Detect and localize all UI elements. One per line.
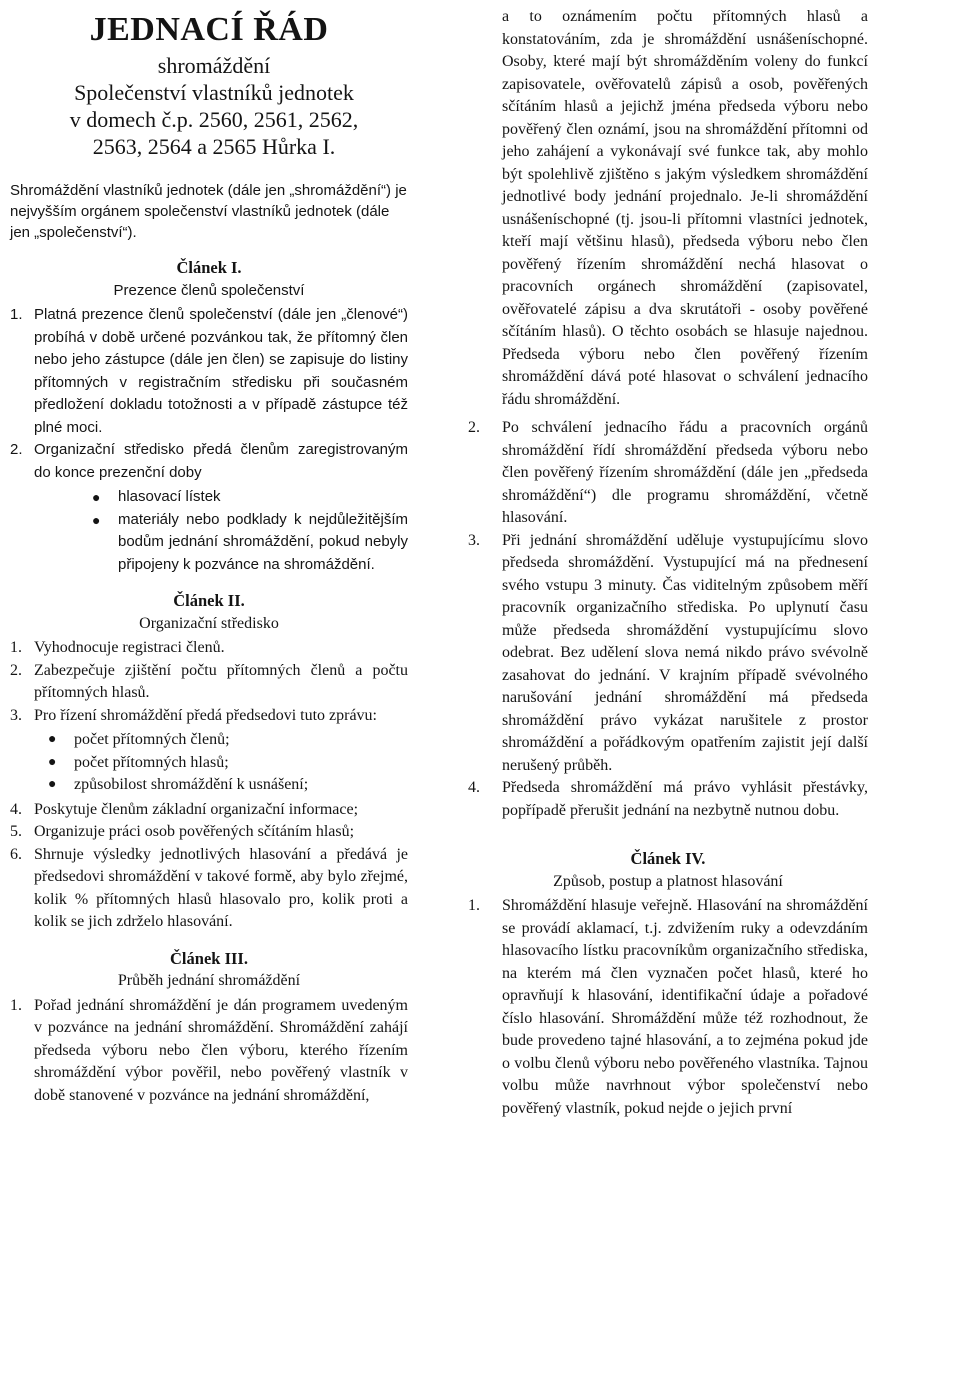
list-item [10, 637, 408, 660]
item-number: 6. [10, 845, 22, 863]
subtitle-line-1: shromáždění [157, 53, 271, 78]
item-number: 2. [468, 419, 480, 436]
item-text: Shrnuje výsledky jednotlivých hlasování a předává je předsedovi shromáždění v takové formě, aby bylo zřejmé, kolik % přítomných hlasů hlasovalo pro, kolik proti a kolik se jich zdrželo hlasování. [34, 845, 408, 930]
bullet-list [34, 486, 408, 576]
item-number: 1. [468, 897, 480, 914]
article-3-item-1-continuation: a to oznámením počtu přítomných hlasů a konstatováním, zda je shromáždění usnášeníschopné. Osoby, které mají být shromážděním voleny do funkcí zapisovatele, ověřovatelů zápisů a osob, pověřených sčítáním hlasů a jejichž jména předseda výboru nebo pověřený člen oznámí, jsou na shromáždění přítomni od jeho zahájení a vykonávají své funkce tak, aby mohlo být spolehlivě zjištěno s jakým výsledkem shromáždění jednotlivé body jednání projednalo. Je-li shromáždění usnášeníschopné (tj. jsou-li přítomni vlastníci jednotek, kteří mají většinu hlasů), předseda výboru nebo člen pověřený řízením shromáždění nechá hlasovat o pracovních orgánech shromáždění (zapisovatel, ověřovatelé zápisu a dva skrutátoři - osoby pověřené sčítáním hlasů). O těchto osobách se hlasuje najednou. Předseda výboru nebo člen pověřený řízením shromáždění dává poté hlasovat o schválení jednacího řádu shromáždění. [502, 8, 868, 408]
list-item [10, 821, 408, 844]
bullet-item [48, 774, 408, 797]
article-2-heading: Článek II. [173, 591, 245, 610]
list-item [10, 799, 408, 822]
item-number: 4. [10, 800, 22, 818]
article-1-subheading: Prezence členů společenství [113, 281, 305, 299]
item-text: Pořad jednání shromáždění je dán programem uvedeným v pozvánce na jednání shromáždění. Shromáždění zahájí předseda výboru nebo člen výboru, kterého řízením shromáždění výbor pověřil, nebo pověřený vlastník v době stanovené v pozvánce na jednání shromáždění, [34, 996, 408, 1104]
list-item [468, 417, 868, 530]
item-number: 3. [468, 531, 480, 549]
article-3-list-continued [468, 417, 868, 822]
article-1 [10, 257, 408, 576]
item-number: 1. [10, 639, 22, 656]
item-text: Při jednání shromáždění uděluje vystupujícímu slovo předseda shromáždění. Vystupující má na přednesení svého vstupu 3 minuty. Čas viditelným způsobem měří pracovník organizačního střediska. Po uplynutí času může předseda shromáždění vystupujícímu slovo odebrat. Bez udělení slova nemá nikdo právo svévolně zasahovat do jednání. V krajním případě svévolného narušování jednání shromáždění má předseda shromáždění právo vykázat narušitele z prostor shromáždění a pořádkovým opatřením zajistit její další nerušený průběh. [502, 531, 868, 774]
article-3-subheading: Průběh jednání shromáždění [117, 972, 301, 989]
article-1-heading: Článek I. [176, 258, 242, 277]
item-number: 5. [10, 823, 22, 840]
list-item [10, 439, 408, 576]
bullet-item [92, 509, 408, 577]
item-text: Organizační středisko předá členům zaregistrovaným do konce prezenční doby [34, 441, 408, 481]
bullet-icon: ● [48, 777, 57, 792]
item-text: Zabezpečuje zjištění počtu přítomných členů a počtu přítomných hlasů. [34, 661, 408, 701]
item-text: Poskytuje členům základní organizační informace; [34, 800, 359, 818]
item-number: 1. [10, 306, 23, 323]
bullet-text: hlasovací lístek [118, 488, 221, 505]
bullet-icon: ● [92, 511, 101, 528]
article-3 [10, 948, 408, 1108]
article-1-list [10, 304, 408, 576]
item-text: Po schválení jednacího řádu a pracovních orgánů shromáždění řídí shromáždění předseda výboru nebo člen pověřený řízením shromáždění (dále jen „předseda shromáždění“) dle programu shromáždění, včetně hlasování. [502, 419, 868, 526]
item-text: Pro řízení shromáždění předá předsedovi tuto zprávu: [34, 706, 377, 724]
item-number: 2. [10, 661, 22, 679]
bullet-item [92, 486, 408, 509]
item-text: Předseda shromáždění má právo vyhlásit přestávky, popřípadě přerušit jednání na nezbytně nutnou dobu. [502, 779, 868, 819]
article-4-heading: Článek IV. [630, 849, 706, 868]
article-2-list [10, 637, 408, 934]
bullet-item [48, 752, 408, 775]
list-item [10, 304, 408, 439]
article-2 [10, 590, 408, 934]
subtitle-line-2: Společenství vlastníků jednotek [74, 80, 354, 105]
item-text: Shromáždění hlasuje veřejně. Hlasování na shromáždění se provádí aklamací, t.j. zdvižením ruky a odevzdáním hlasovacího lístku pracovníkům organizačního střediska, na kterém má člen vyznačen počet hlasů, které ho opravňují k hlasování, identifikační údaje a pořadové číslo hlasování. Shromáždění může též rozhodnout, že bude provedeno tajné hlasování, a to zejména pokud jde o volbu členů výboru nebo pověřeného vlastníka. Tajnou volbu může navrhnout výbor společenství nebo pověřený vlastník, pokud nejde o jejich první [502, 897, 868, 1117]
item-number: 1. [10, 996, 22, 1014]
list-item [10, 995, 408, 1108]
article-3-list [10, 995, 408, 1108]
bullet-icon: ● [48, 754, 57, 770]
intro-paragraph: Shromáždění vlastníků jednotek (dále jen „shromáždění“) je nejvyšším orgánem společenství vlastníků jednotek (dále jen „společenství“). [10, 182, 407, 241]
item-text: Organizuje práci osob pověřených sčítáním hlasů; [34, 823, 355, 840]
item-number: 4. [468, 779, 480, 796]
article-2-subheading: Organizační středisko [139, 614, 279, 632]
bullet-text: způsobilost shromáždění k usnášení; [74, 776, 309, 793]
bullet-text: počet přítomných hlasů; [74, 753, 229, 771]
article-4-list [468, 895, 868, 1120]
document-title: JEDNACÍ ŘÁD [89, 11, 329, 48]
item-number: 3. [10, 706, 22, 724]
bullet-item [48, 729, 408, 752]
article-4-subheading: Způsob, postup a platnost hlasování [553, 872, 783, 890]
list-item [10, 844, 408, 934]
right-column [468, 6, 868, 1120]
bullet-list [34, 729, 408, 797]
list-item [468, 895, 868, 1120]
list-item [10, 660, 408, 705]
item-text: Vyhodnocuje registraci členů. [34, 639, 225, 656]
bullet-text: materiály nebo podklady k nejdůležitějším bodům jednání shromáždění, pokud nebyly připojeny k pozvánce na shromáždění. [118, 510, 408, 573]
left-column [10, 6, 408, 1107]
article-4 [468, 848, 868, 1120]
bullet-text: počet přítomných členů; [74, 731, 230, 748]
list-item [10, 705, 408, 797]
subtitle-line-4: 2563, 2564 a 2565 Hůrka I. [92, 134, 336, 159]
item-number: 2. [10, 441, 23, 458]
article-3-heading: Článek III. [170, 948, 248, 968]
bullet-icon: ● [48, 732, 57, 747]
item-text: Platná prezence členů společenství (dále jen „členové“) probíhá v době určené pozvánkou tak, že přítomný člen nebo jeho zástupce (dále jen člen) se zapisuje do listiny přítomných v registračním středisku při současném předložení dokladu totožnosti a v případě zástupce též plné moci. [34, 306, 408, 436]
bullet-icon: ● [92, 489, 101, 505]
list-item [468, 777, 868, 822]
list-item [468, 530, 868, 778]
subtitle-line-3: v domech č.p. 2560, 2561, 2562, [69, 107, 359, 132]
